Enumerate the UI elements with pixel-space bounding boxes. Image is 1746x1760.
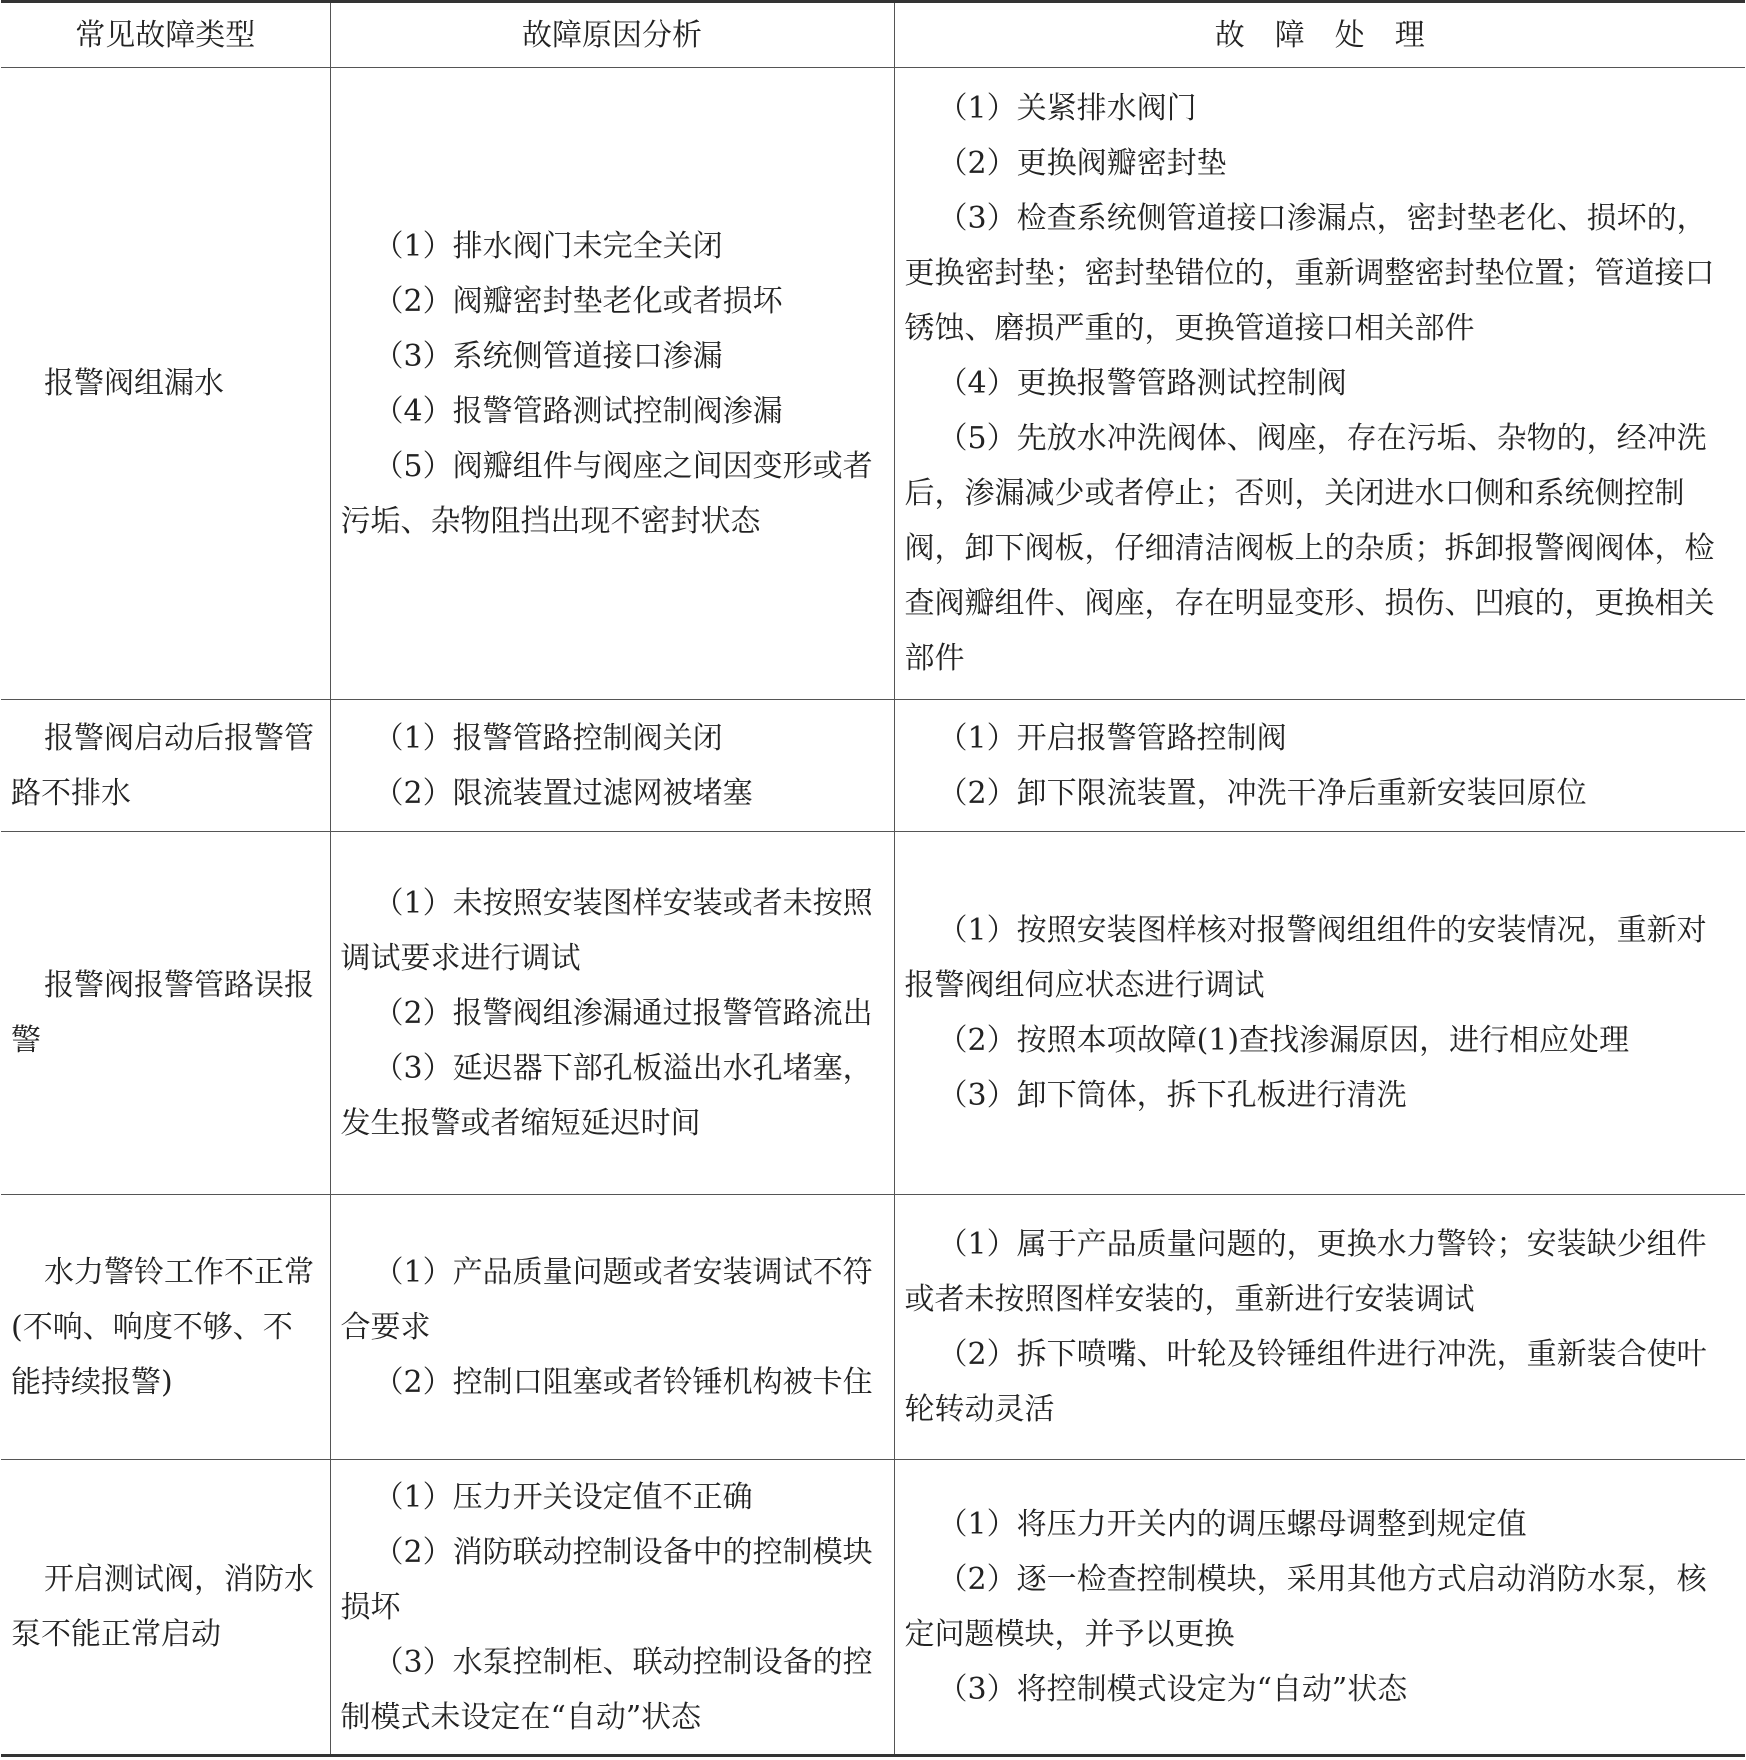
- cause-item: （1）未按照安装图样安装或者未按照调试要求进行调试: [340, 885, 873, 976]
- cause-item: （1）排水阀门未完全关闭: [373, 228, 723, 264]
- solution-item: （2）逐一检查控制模块，采用其他方式启动消防水泵，核定问题模块，并予以更换: [904, 1562, 1707, 1652]
- table-row: [1, 700, 1745, 832]
- cause-item: （1）产品质量问题或者安装调试不符合要求: [340, 1254, 873, 1345]
- solution-item: （1）关紧排水阀门: [937, 91, 1197, 126]
- solution-item: （3）卸下筒体，拆下孔板进行清洗: [937, 1078, 1407, 1113]
- fault-type-cell: 报警阀启动后报警管路不排水: [1, 700, 330, 832]
- cause-item: （2）限流装置过滤网被堵塞: [373, 775, 753, 811]
- solution-item: （2）拆下喷嘴、叶轮及铃锤组件进行冲洗，重新装合使叶轮转动灵活: [904, 1337, 1707, 1427]
- header-row: [1, 2, 1745, 68]
- solution-cell: [894, 700, 1745, 832]
- solution-item: （3）检查系统侧管道接口渗漏点，密封垫老化、损坏的，更换密封垫；密封垫错位的，重新调整密封垫位置；管道接口锈蚀、磨损严重的，更换管道接口相关部件: [904, 201, 1715, 346]
- header-fault-type: 常见故障类型: [1, 2, 330, 68]
- fault-type-cell: 报警阀报警管路误报警: [1, 832, 330, 1195]
- fault-type-cell: 报警阀组漏水: [1, 68, 330, 700]
- solution-cell: [894, 68, 1745, 700]
- solution-cell: [894, 832, 1745, 1195]
- cause-cell: [330, 832, 894, 1195]
- solution-cell: [894, 1195, 1745, 1460]
- header-cause-analysis: 故障原因分析: [330, 2, 894, 68]
- solution-item: （2）卸下限流装置，冲洗干净后重新安装回原位: [937, 775, 1587, 811]
- solution-cell: [894, 1460, 1745, 1756]
- cause-item: （1）报警管路控制阀关闭: [373, 720, 723, 756]
- cause-item: （1）压力开关设定值不正确: [373, 1479, 753, 1515]
- solution-item: （4）更换报警管路测试控制阀: [937, 366, 1347, 401]
- table-row: [1, 68, 1745, 700]
- cause-item: （2）报警阀组渗漏通过报警管路流出: [373, 995, 873, 1031]
- cause-cell: [330, 1460, 894, 1756]
- cause-item: （3）延迟器下部孔板溢出水孔堵塞，发生报警或者缩短延迟时间: [340, 1050, 873, 1141]
- cause-cell: [330, 1195, 894, 1460]
- fault-type-cell: 水力警铃工作不正常(不响、响度不够、不能持续报警): [1, 1195, 330, 1460]
- solution-item: （5）先放水冲洗阀体、阀座，存在污垢、杂物的，经冲洗后，渗漏减少或者停止；否则，关闭进水口侧和系统侧控制阀，卸下阀板，仔细清洁阀板上的杂质；拆卸报警阀阀体，检查阀瓣组件、阀座，存在明显变形、损伤、凹痕的，更换相关部件: [904, 421, 1715, 676]
- fault-table: [1, 0, 1745, 1757]
- header-fault-handling: 故 障 处 理: [894, 2, 1745, 68]
- cause-item: （3）水泵控制柜、联动控制设备的控制模式未设定在“自动”状态: [340, 1644, 873, 1735]
- fault-type-cell: 开启测试阀，消防水泵不能正常启动: [1, 1460, 330, 1756]
- cause-cell: [330, 700, 894, 832]
- table-row: [1, 1460, 1745, 1756]
- solution-item: （1）属于产品质量问题的，更换水力警铃；安装缺少组件或者未按照图样安装的，重新进行安装调试: [904, 1227, 1707, 1317]
- table-row: [1, 832, 1745, 1195]
- solution-item: （1）开启报警管路控制阀: [937, 720, 1287, 756]
- cause-item: （3）系统侧管道接口渗漏: [373, 338, 723, 374]
- solution-item: （1）将压力开关内的调压螺母调整到规定值: [937, 1507, 1527, 1542]
- solution-item: （1）按照安装图样核对报警阀组组件的安装情况，重新对报警阀组伺应状态进行调试: [904, 913, 1707, 1003]
- solution-item: （3）将控制模式设定为“自动”状态: [937, 1672, 1408, 1707]
- cause-item: （4）报警管路测试控制阀渗漏: [373, 393, 783, 429]
- table-row: [1, 1195, 1745, 1460]
- solution-item: （2）更换阀瓣密封垫: [937, 146, 1227, 181]
- cause-item: （2）控制口阻塞或者铃锤机构被卡住: [373, 1364, 873, 1400]
- cause-item: （5）阀瓣组件与阀座之间因变形或者污垢、杂物阻挡出现不密封状态: [340, 448, 873, 539]
- cause-item: （2）阀瓣密封垫老化或者损坏: [373, 283, 783, 319]
- cause-item: （2）消防联动控制设备中的控制模块损坏: [340, 1534, 873, 1625]
- solution-item: （2）按照本项故障(1)查找渗漏原因，进行相应处理: [937, 1023, 1630, 1058]
- cause-cell: [330, 68, 894, 700]
